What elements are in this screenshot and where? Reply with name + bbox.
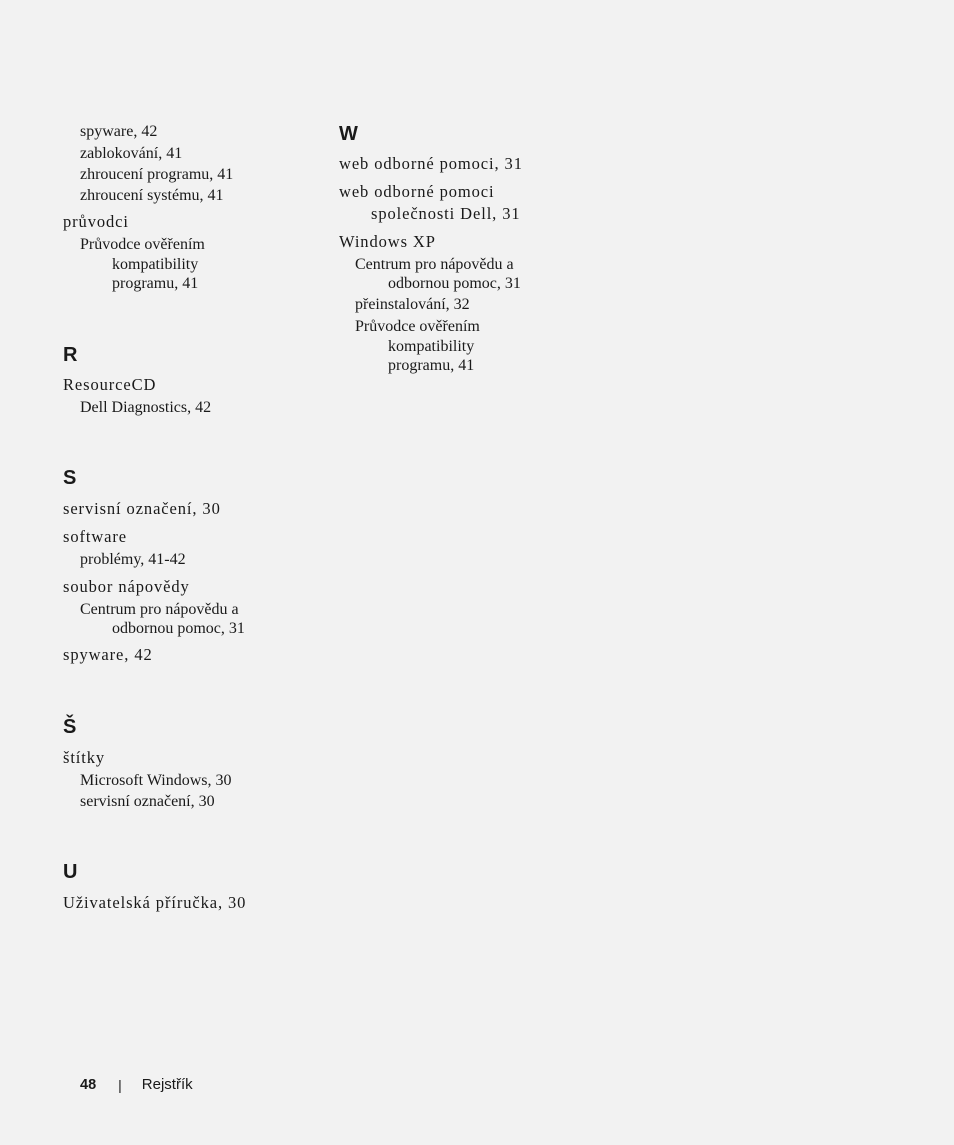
index-entry: web odborné pomoci, 31: [339, 154, 523, 173]
index-entry: servisní označení, 30: [80, 793, 215, 810]
index-entry: web odborné pomoci: [339, 182, 495, 201]
index-entry: odbornou pomoc, 31: [112, 620, 245, 637]
index-entry: kompatibility: [112, 256, 199, 273]
index-entry: spyware, 42: [63, 645, 153, 664]
footer-separator: |: [118, 1076, 122, 1093]
index-entry: odbornou pomoc, 31: [388, 275, 521, 292]
index-entry: Dell Diagnostics, 42: [80, 399, 212, 416]
index-entry: Průvodce ověřením: [355, 318, 480, 335]
index-entry: zhroucení systému, 41: [80, 187, 224, 204]
index-entry: problémy, 41-42: [80, 551, 186, 568]
page-number: 48: [80, 1076, 97, 1093]
index-entry: software: [63, 527, 128, 546]
index-entry: zhroucení programu, 41: [80, 166, 234, 183]
section-heading: W: [339, 123, 358, 145]
page-footer: [80, 1076, 193, 1093]
index-entry: ResourceCD: [63, 375, 157, 394]
index-entry: servisní označení, 30: [63, 499, 221, 518]
index-entry: Microsoft Windows, 30: [80, 772, 232, 789]
section-heading: S: [63, 467, 77, 489]
index-entry: Centrum pro nápovědu a: [355, 256, 514, 273]
index-entry: soubor nápovědy: [63, 577, 190, 596]
index-entry: přeinstalování, 32: [355, 296, 470, 313]
index-entry: spyware, 42: [80, 123, 158, 140]
index-entry: zablokování, 41: [80, 145, 183, 162]
index-entry: Centrum pro nápovědu a: [80, 601, 239, 618]
index-entry: programu, 41: [388, 357, 475, 374]
section-heading: Š: [63, 716, 77, 738]
index-entry: Průvodce ověřením: [80, 236, 205, 253]
index-entry: kompatibility: [388, 338, 475, 355]
index-entry: Uživatelská příručka, 30: [63, 893, 247, 912]
index-entry: Windows XP: [339, 232, 436, 251]
index-entry: průvodci: [63, 212, 129, 231]
index-entry: programu, 41: [112, 275, 199, 292]
index-entry: společnosti Dell, 31: [371, 204, 521, 223]
section-name: Rejstřík: [141, 1076, 193, 1093]
section-heading: U: [63, 861, 78, 883]
section-heading: R: [63, 344, 78, 366]
index-entry: štítky: [63, 748, 106, 767]
